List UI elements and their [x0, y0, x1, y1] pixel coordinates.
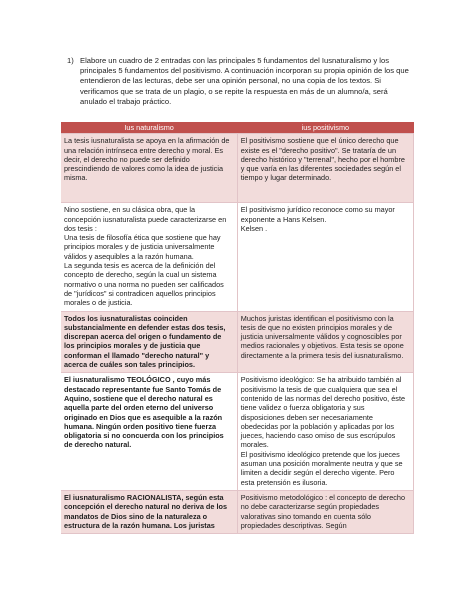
cell-right: Positivismo metodológico : el concepto de derecho no debe caracterizarse según propiedades valorativas sino tomando en cuenta sólo propiedades descriptivas. Según	[237, 490, 413, 533]
cell-right: El positivismo jurídico reconoce como su mayor exponente a Hans Kelsen. Kelsen .	[237, 203, 413, 311]
instruction-paragraph	[67, 56, 410, 107]
header-iuspositivismo: ius positivismo	[237, 122, 413, 134]
cell-right: Positivismo ideológico: Se ha atribuido también al positivismo la tesis de que cualquiera que sea el contenido de las normas del derecho positivo, éste tiene validez o fuerza obligatoria y sus disposiciones deben ser necesariamente obedecidas por la población y aplicadas por los jueces, haciendo caso omiso de sus escrúpulos morales. El positivismo ideológico pretende que los jueces asuman una posición moralmente neutra y que se limiten a decidir según el derecho vigente. Pero esta pretensión es ilusoria.	[237, 373, 413, 491]
cell-left: Todos los iusnaturalistas coinciden substancialmente en defender estas dos tesis, discrepan acerca del origen o fundamento de los principios morales y de justicia que conforman el llamado "derecho natural" y acerca de cuáles son tales principios.	[61, 311, 237, 373]
cell-left: Nino sostiene, en su clásica obra, que la concepción iusnaturalista puede caracterizarse en dos tesis : Una tesis de filosofía ética que sostiene que hay principios morales y de justicia universalmente válidos y asequibles a la razón humana. La segunda tesis es acerca de la definición del concepto de derecho, según la cual un sistema normativo o una norma no pueden ser calificados de "jurídicos" si contradicen aquellos principios morales o de justicia.	[61, 203, 237, 311]
header-iusnaturalismo: Ius naturalismo	[61, 122, 237, 134]
comparison-table	[61, 122, 414, 534]
table-header-row	[61, 122, 414, 134]
table-row	[61, 134, 414, 203]
table-row	[61, 373, 414, 491]
table-row	[61, 490, 414, 533]
cell-left: El iusnaturalismo TEOLÓGICO , cuyo más destacado representante fue Santo Tomás de Aquino, sostiene que el derecho natural es aquella parte del orden eterno del universo originado en Dios que es asequible a la razón humana. Ningún orden positivo tiene fuerza obligatoria si no concuerda con los principios de derecho natural.	[61, 373, 237, 491]
instruction-text: Elabore un cuadro de 2 entradas con las principales 5 fundamentos del Iusnaturalismo y los principales 5 fundamentos del positivismo. A continuación incorporan su propia opinión de los que entendieron de las lecturas, debe ser una opinión personal, no una copia de los textos. Si verificamos que se trata de un plagio, o se repite la respuesta en más de un alumno/a, será anulado el trabajo práctico.	[80, 56, 409, 106]
cell-right: El positivismo sostiene que el único derecho que existe es el "derecho positivo". Se trataría de un derecho histórico y "terrenal", hecho por el hombre y que varía en las diferentes sociedades según el tiempo y lugar determinado.	[237, 134, 413, 203]
table-row	[61, 311, 414, 373]
cell-left: La tesis iusnaturalista se apoya en la afirmación de una relación intrínseca entre derecho y moral. Es decir, el derecho no puede ser definido prescindiendo de valores como la idea de justicia misma.	[61, 134, 237, 203]
cell-right: Muchos juristas identifican el positivismo con la tesis de que no existen principios morales y de justicia universalmente válidos y cognoscibles por medios racionales y objetivos. Esta tesis se opone directamente a la primera tesis del iusnaturalismo.	[237, 311, 413, 373]
table-row	[61, 203, 414, 311]
cell-left: El iusnaturalismo RACIONALISTA, según esta concepción el derecho natural no deriva de los mandatos de Dios sino de la naturaleza o estructura de la razón humana. Los juristas	[61, 490, 237, 533]
instruction-number: 1)	[67, 56, 74, 65]
